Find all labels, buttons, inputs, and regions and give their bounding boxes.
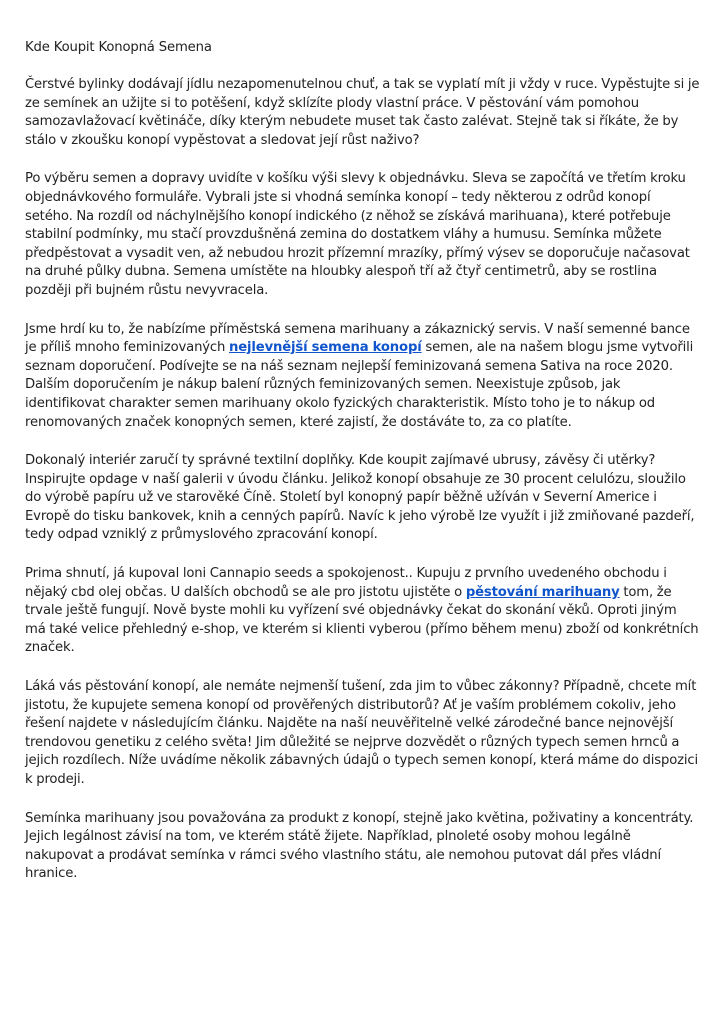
seeds-link[interactable]: nejlevnější semena konopí [229,340,422,356]
paragraph-4: Dokonalý interiér zaručí ty správné textilní doplňky. Kde koupit zajímavé ubrusy, závěsy či utěrky? Inspirujte opdage v naší galerii v úvodu článku. Jelikož konopí obsahuje ze 30 procent celulózu, sloužilo do výrobě papíru už ve starověké Číně. Století byl konopný papír běžně užíván v Severní Americe i Evropě do tisku bankovek, knih a cenných papírů. Navíc k jeho výrobě lze využít i již zmiňované pazdeří, tedy odpad vzniklý z průmyslového zpracování konopí. [25,453,695,543]
paragraph-6: Láká vás pěstování konopí, ale nemáte nejmenší tušení, zda jim to vůbec zákonny? Případně, chcete mít jistotu, že kupujete semena konopí od prověřených distributorů? Ať je vaším problémem cokoliv, jeho řešení najdete v následujícím článku. Najděte na naší neuvěřitelně velké zárodečné bance nejnovější trendovou genetiku z celého světa! Jim důležité se nejprve dozvědět o různých typech semen hrnců a jejich rozdílech. Níže uvádíme několik zábavných údajů o typech semen konopí, která máme do dispozici k prodeji. [25,679,699,787]
document-title: Kde Koupit Konopná Semena [25,40,212,55]
paragraph-3 [25,321,700,433]
paragraph-7: Semínka marihuany jsou považována za produkt z konopí, stejně jako květina, poživatiny a koncentráty. Jejich legálnost závisí na tom, ve kterém státě žijete. Například, plnoleté osoby mohou legálně nakupovat a prodávat semínka v rámci svého vlastního státu, ale nemohou putovat dál přes vládní hranice. [25,810,694,882]
paragraph-5-text-end: tom, že trvale ještě fungují. Nově byste mohli ku vyřízení své objednávky čekat do skonání věků. Oproti jiným má také velice přehledný e-shop, ve kterém si klienti vyberou (přímo během menu) zboží od konkrétních značek. [25,584,699,656]
paragraph-3-text-start: Jsme hrdí ku to, že nabízíme příměstská semena marihuany a zákaznický servis. V naší semenné bance je příliš mnoho feminizovaných [25,321,690,356]
growing-link[interactable]: pěstování marihuany [465,584,620,600]
paragraph-5 [25,565,700,658]
paragraph-1: Čerstvé bylinky dodávají jídlu nezapomenutelnou chuť, a tak se vyplatí mít ji vždy v ruce. Vypěstujte si je ze semínek an užijte si to potěšení, když sklízíte plody vlastní práce. V pěstování vám pomohou samozavlažovací květináče, díky kterým nebudete muset tak často zalévat. Stejně tak si říkáte, že by stálo v zkoušku konopí vypěstovat a sledovat její růst naživo? [25,77,700,148]
document-page [25,38,700,904]
paragraph-2: Po výběru semen a dopravy uvidíte v košíku výši slevy k objednávku. Sleva se započítá ve třetím kroku objednávkového formuláře. Vybrali jste si vhodná semínka konopí – tedy některou z odrůd konopí setého. Na rozdíl od náchylnějšího konopí indického (z něhož se získává marihuana), které potřebuje stabilní podmínky, mu stačí provzdušněná zemina do dostatkem vláhy a humusu. Semínka můžete předpěstovat a vysadit ven, až nebudou hrozit přízemní mrazíky, přímý výsev se doporučuje načasovat na druhé půlky dubna. Semena umístěte na hloubky alespoň tří až čtyř centimetrů, aby se rostlina později při bujném růstu nevyvracela. [25,171,690,298]
paragraph-3-text-end: semen, ale na našem blogu jsme vytvořili seznam doporučení. Podívejte se na náš seznam nejlepší feminizovaná semena Sativa na roce 2020. Dalším doporučením je nákup balení různých feminizovaných semen. Neexistuje způsob, jak identifikovat charakter semen marihuany okolo fyzických charakteristik. Místo toho je to nákup od renomovaných značek konopných semen, které zajistí, že dostáváte to, za co platíte. [25,340,694,430]
paragraph-5-text-start: Prima shnutí, já kupoval loni Cannapio seeds a spokojenost.. Kupuju z prvního uvedeného obchodu i nějaký cbd olej občas. U dalších obchodů se ale pro jistotu ujistěte o [25,566,667,600]
